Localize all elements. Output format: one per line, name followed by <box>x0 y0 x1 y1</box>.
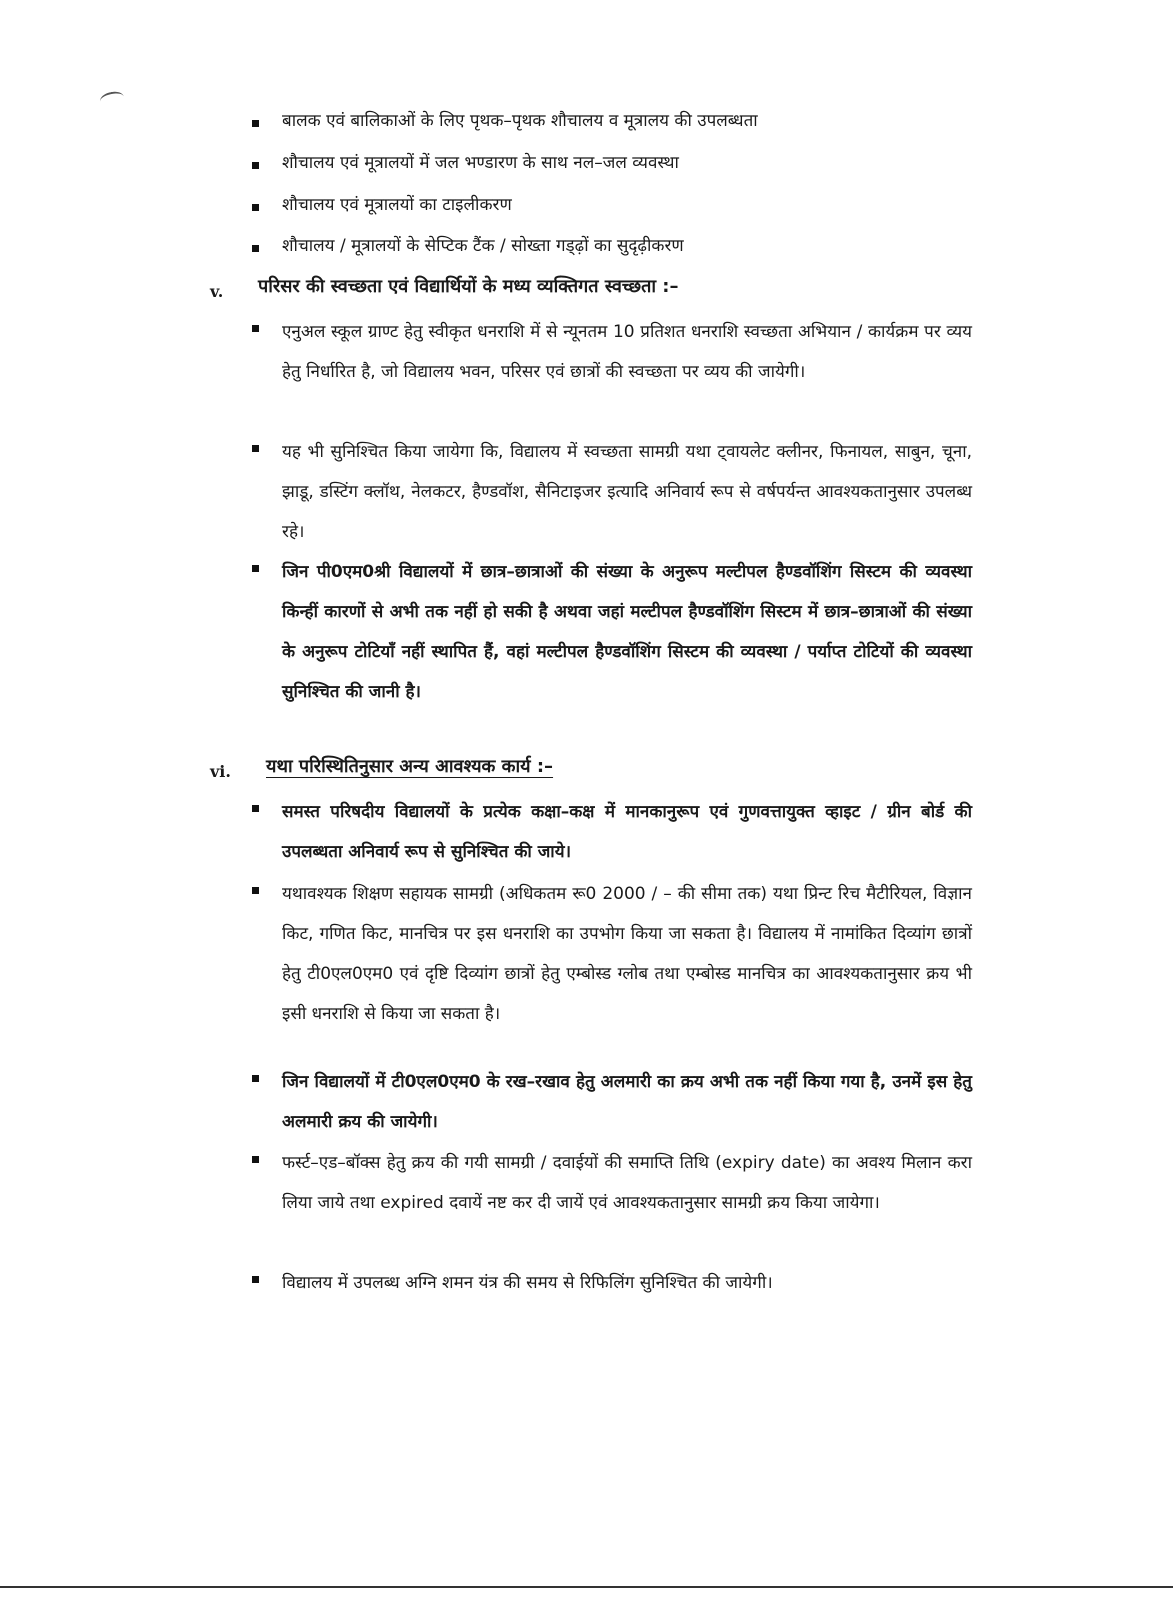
square-bullet-icon <box>252 162 259 169</box>
list-item <box>252 150 972 176</box>
section-heading: परिसर की स्वच्छता एवं विद्यार्थियों के मध्य व्यक्तिगत स्वच्छता :– <box>258 276 679 297</box>
list-item <box>252 312 972 392</box>
list-item <box>252 233 972 259</box>
section-numeral: vi. <box>210 762 231 781</box>
list-item <box>252 792 972 872</box>
square-bullet-icon <box>252 887 259 894</box>
list-item <box>252 192 972 218</box>
list-item <box>252 1263 972 1303</box>
list-item-text: फर्स्ट–एड–बॉक्स हेतु क्रय की गयी सामग्री / दवाईयों की समाप्ति तिथि (expiry date) का अवश्य मिलान करा लिया जाये तथा expired दवायें नष्ट कर दी जायें एवं आवश्यकतानुसार सामग्री क्रय किया जायेगा। <box>282 1153 972 1213</box>
list-item <box>252 1062 972 1142</box>
list-item <box>252 1143 972 1223</box>
list-item-text: शौचालय एवं मूत्रालयों में जल भण्डारण के साथ नल–जल व्यवस्था <box>282 153 679 173</box>
square-bullet-icon <box>252 325 259 332</box>
square-bullet-icon <box>252 805 259 812</box>
list-item-text: एनुअल स्कूल ग्राण्ट हेतु स्वीकृत धनराशि में से न्यूनतम 10 प्रतिशत धनराशि स्वच्छता अभियान / कार्यक्रम पर व्यय हेतु निर्धारित है, जो विद्यालय भवन, परिसर एवं छात्रों की स्वच्छता पर व्यय की जायेगी। <box>282 322 972 382</box>
section-heading: यथा परिस्थितिनुसार अन्य आवश्यक कार्य :– <box>266 756 554 777</box>
list-item-text: शौचालय / मूत्रालयों के सेप्टिक टैंक / सोख्ता गड्ढ़ों का सुदृढ़ीकरण <box>282 236 684 256</box>
list-item <box>252 874 972 1034</box>
square-bullet-icon <box>252 1156 259 1163</box>
scan-mark <box>99 90 125 109</box>
list-item-text: विद्यालय में उपलब्ध अग्नि शमन यंत्र की समय से रिफिलिंग सुनिश्चित की जायेगी। <box>282 1273 773 1293</box>
square-bullet-icon <box>252 1075 259 1082</box>
list-item <box>252 432 972 552</box>
list-item-text: शौचालय एवं मूत्रालयों का टाइलीकरण <box>282 195 512 215</box>
list-item-text: यथावश्यक शिक्षण सहायक सामग्री (अधिकतम रू0 2000 / – की सीमा तक) यथा प्रिन्ट रिच मैटीरियल, विज्ञान किट, गणित किट, मानचित्र पर इस धनराशि का उपभोग किया जा सकता है। विद्यालय में नामांकित दिव्यांग छात्रों हेतु टी0एल0एम0 एवं दृष्टि दिव्यांग छात्रों हेतु एम्बोस्ड ग्लोब तथा एम्बोस्ड मानचित्र का आवश्यकतानुसार क्रय भी इसी धनराशि से किया जा सकता है। <box>282 884 972 1024</box>
square-bullet-icon <box>252 565 259 572</box>
section-numeral: v. <box>210 282 224 301</box>
list-item <box>252 108 972 134</box>
list-item <box>252 552 972 712</box>
square-bullet-icon <box>252 245 259 252</box>
square-bullet-icon <box>252 120 259 127</box>
square-bullet-icon <box>252 1276 259 1283</box>
list-item-text: जिन पी0एम0श्री विद्यालयों में छात्र–छात्राओं की संख्या के अनुरूप मल्टीपल हैण्डवॉशिंग सिस्टम की व्यवस्था किन्हीं कारणों से अभी तक नहीं हो सकी है अथवा जहां मल्टीपल हैण्डवॉशिंग सिस्टम में छात्र–छात्राओं की संख्या के अनुरूप टोटियाँ नहीं स्थापित हैं, वहां मल्टीपल हैण्डवॉशिंग सिस्टम की व्यवस्था / पर्याप्त टोटियों की व्यवस्था सुनिश्चित की जानी है। <box>282 562 972 702</box>
square-bullet-icon <box>252 204 259 211</box>
page-bottom-rule <box>0 1586 1173 1588</box>
list-item-text: यह भी सुनिश्चित किया जायेगा कि, विद्यालय में स्वच्छता सामग्री यथा ट्वायलेट क्लीनर, फिनायल, साबुन, चूना, झाडू, डस्टिंग क्लॉथ, नेलकटर, हैण्डवॉश, सैनिटाइजर इत्यादि अनिवार्य रूप से वर्षपर्यन्त आवश्यकतानुसार उपलब्ध रहे। <box>282 442 972 542</box>
list-item-text: समस्त परिषदीय विद्यालयों के प्रत्येक कक्षा–कक्ष में मानकानुरूप एवं गुणवत्तायुक्त व्हाइट / ग्रीन बोर्ड की उपलब्धता अनिवार्य रूप से सुनिश्चित की जाये। <box>282 802 972 862</box>
list-item-text: बालक एवं बालिकाओं के लिए पृथक–पृथक शौचालय व मूत्रालय की उपलब्धता <box>282 111 758 131</box>
square-bullet-icon <box>252 445 259 452</box>
list-item-text: जिन विद्यालयों में टी0एल0एम0 के रख–रखाव हेतु अलमारी का क्रय अभी तक नहीं किया गया है, उनमें इस हेतु अलमारी क्रय की जायेगी। <box>282 1072 972 1132</box>
